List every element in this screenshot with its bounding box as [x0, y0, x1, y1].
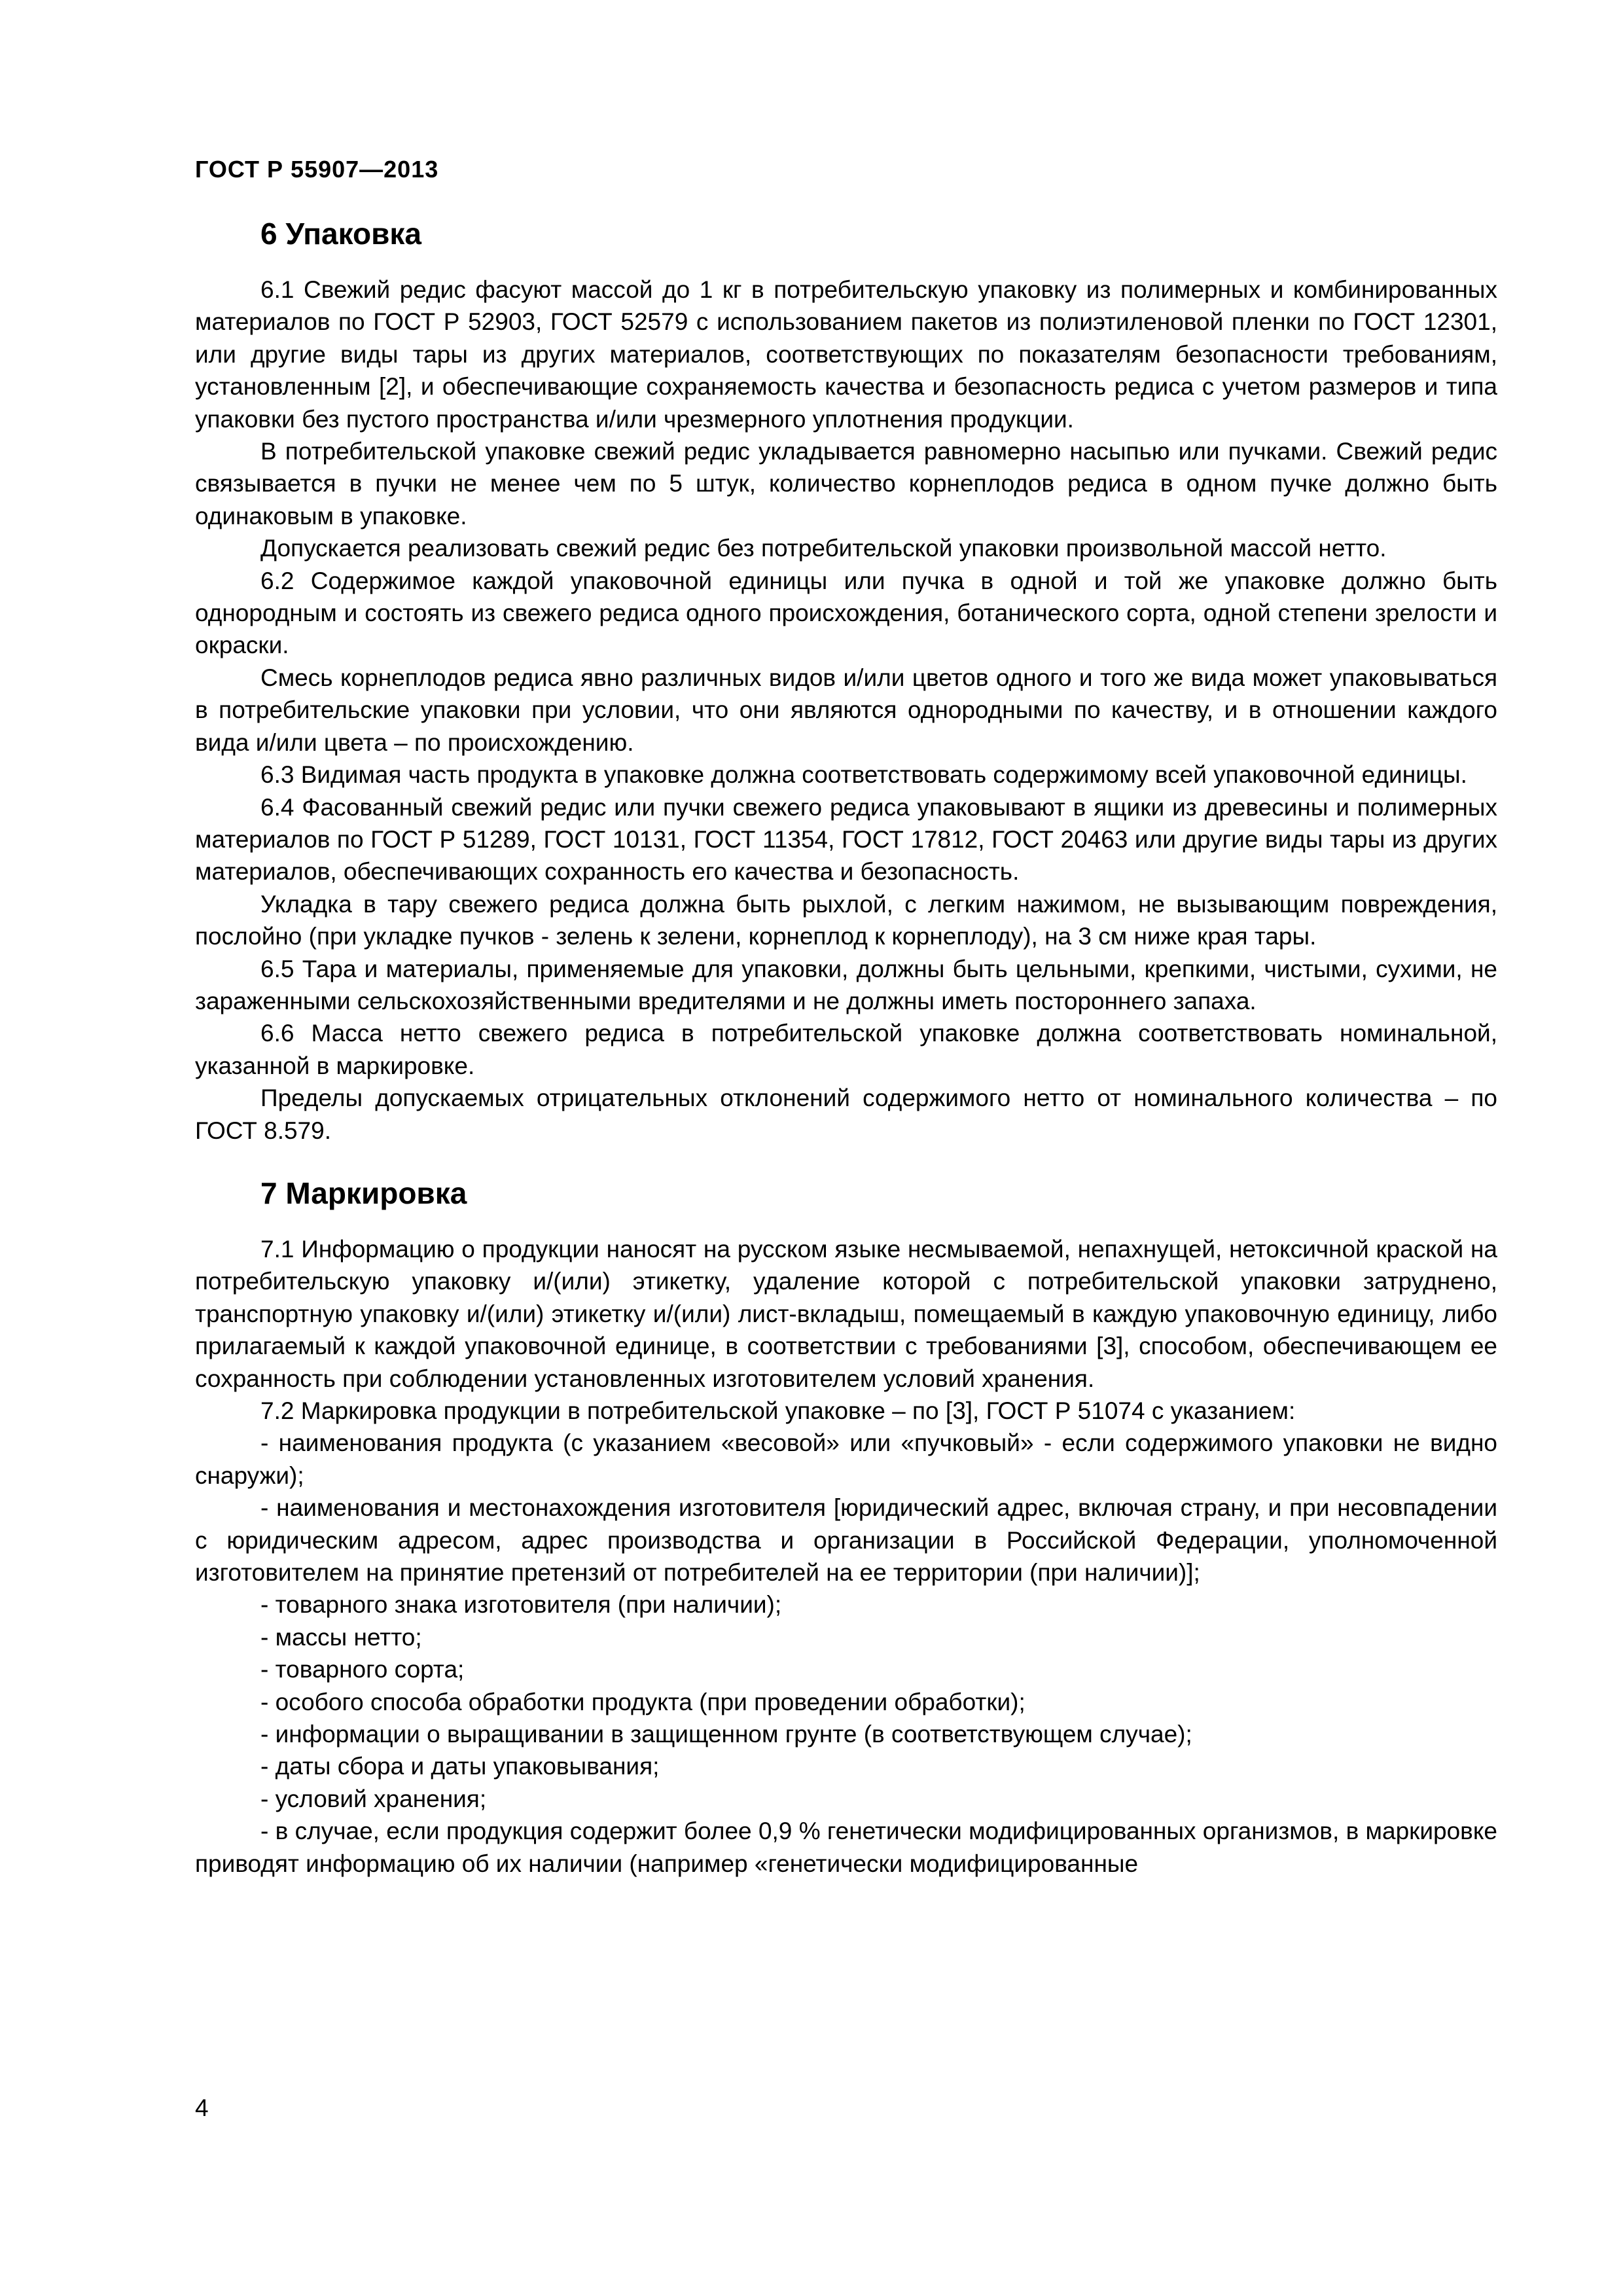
page-body — [195, 216, 1497, 1880]
list-item: - особого способа обработки продукта (при проведении обработки); — [260, 1688, 1026, 1715]
paragraph: Смесь корнеплодов редиса явно различных видов и/или цветов одного и того же вида может упаковываться в потребительские упаковки при условии, что они являются однородными по качеству, и в отношении каждого вида и/или цвета – по происхождению. — [195, 664, 1497, 756]
list-item: - массы нетто; — [260, 1623, 422, 1651]
page-number: 4 — [195, 2094, 209, 2121]
list-item: - информации о выращивании в защищенном грунте (в соответствующем случае); — [260, 1721, 1192, 1748]
list-item: - даты сбора и даты упаковывания; — [260, 1753, 660, 1780]
section-7-title: 7 Маркировка — [260, 1175, 467, 1210]
paragraph: Пределы допускаемых отрицательных отклонений содержимого нетто от номинального количества – по ГОСТ 8.579. — [195, 1085, 1497, 1144]
paragraph: 6.5 Тара и материалы, применяемые для упаковки, должны быть цельными, крепкими, чистыми, сухими, не зараженными сельскохозяйственными вредителями и не должны иметь постороннего запаха. — [195, 955, 1497, 1014]
paragraph: 6.1 Свежий редис фасуют массой до 1 кг в потребительскую упаковку из полимерных и комбинированных материалов по ГОСТ Р 52903, ГОСТ 52579 с использованием пакетов из полиэтиленовой пленки по ГОСТ 12301, или другие виды тары из других материалов, соответствующих по показателям безопасности требованиям, установленным [2], и обеспечивающие сохраняемость качества и безопасность редиса с учетом размеров и типа упаковки без пустого пространства и/или чрезмерного уплотнения продукции. — [195, 276, 1497, 433]
paragraph: 6.6 Масса нетто свежего редиса в потребительской упаковке должна соответствовать номинальной, указанной в маркировке. — [195, 1020, 1497, 1079]
paragraph: Допускается реализовать свежий редис без потребительской упаковки произвольной массой нетто. — [260, 535, 1387, 562]
paragraph: 6.4 Фасованный свежий редис или пучки свежего редиса упаковывают в ящики из древесины и полимерных материалов по ГОСТ Р 51289, ГОСТ 10131, ГОСТ 11354, ГОСТ 17812, ГОСТ 20463 или другие виды тары из других материалов, обеспечивающих сохранность его качества и безопасность. — [195, 793, 1497, 886]
section-6-title: 6 Упаковка — [260, 217, 421, 251]
list-item: - условий хранения; — [260, 1785, 487, 1812]
list-item: - наименования и местонахождения изготовителя [юридический адрес, включая страну, и при несовпадении с юридическим адресом, адрес производства и организации в Российской Федерации, уполномоченной изготовителем на принятие претензий от потребителей на ее территории (при наличии)]; — [195, 1494, 1497, 1587]
paragraph: В потребительской упаковке свежий редис укладывается равномерно насыпью или пучками. Свежий редис связывается в пучки не менее чем по 5 штук, количество корнеплодов редиса в одном пучке должно быть одинаковым в упаковке. — [195, 438, 1497, 529]
paragraph: Укладка в тару свежего редиса должна быть рыхлой, с легким нажимом, не вызывающим повреждения, послойно (при укладке пучков - зелень к зелени, корнеплод к корнеплоду), на 3 см ниже края тары. — [195, 890, 1497, 950]
list-item: - товарного сорта; — [260, 1656, 465, 1683]
standard-designation: ГОСТ Р 55907—2013 — [195, 156, 439, 183]
paragraph: 6.3 Видимая часть продукта в упаковке должна соответствовать содержимому всей упаковочной единицы. — [260, 761, 1467, 789]
list-item: - в случае, если продукция содержит более 0,9 % генетически модифицированных организмов, в маркировке приводят информацию об их наличии (например «генетически модифицированные — [195, 1818, 1497, 1877]
list-item: - наименования продукта (с указанием «весовой» или «пучковый» - если содержимого упаковки не видно снаружи); — [195, 1429, 1497, 1489]
paragraph: 7.1 Информацию о продукции наносят на русском языке несмываемой, непахнущей, нетоксичной краской на потребительскую упаковку и/(или) этикетку, удаление которой с потребительской упаковки затруднено, транспортную упаковку и/(или) этикетку и/(или) лист-вкладыш, помещаемый в каждую упаковочную единицу, либо прилагаемый к каждой упаковочной единице, в соответствии с требованиями [3], способом, обеспечивающем ее сохранность при соблюдении установленных изготовителем условий хранения. — [195, 1235, 1497, 1392]
paragraph: 6.2 Содержимое каждой упаковочной единицы или пучка в одной и той же упаковке должно быть однородным и состоять из свежего редиса одного происхождения, ботанического сорта, одной степени зрелости и окраски. — [195, 567, 1497, 659]
list-item: - товарного знака изготовителя (при наличии); — [260, 1591, 782, 1619]
paragraph: 7.2 Маркировка продукции в потребительской упаковке – по [3], ГОСТ Р 51074 с указанием: — [260, 1397, 1296, 1424]
